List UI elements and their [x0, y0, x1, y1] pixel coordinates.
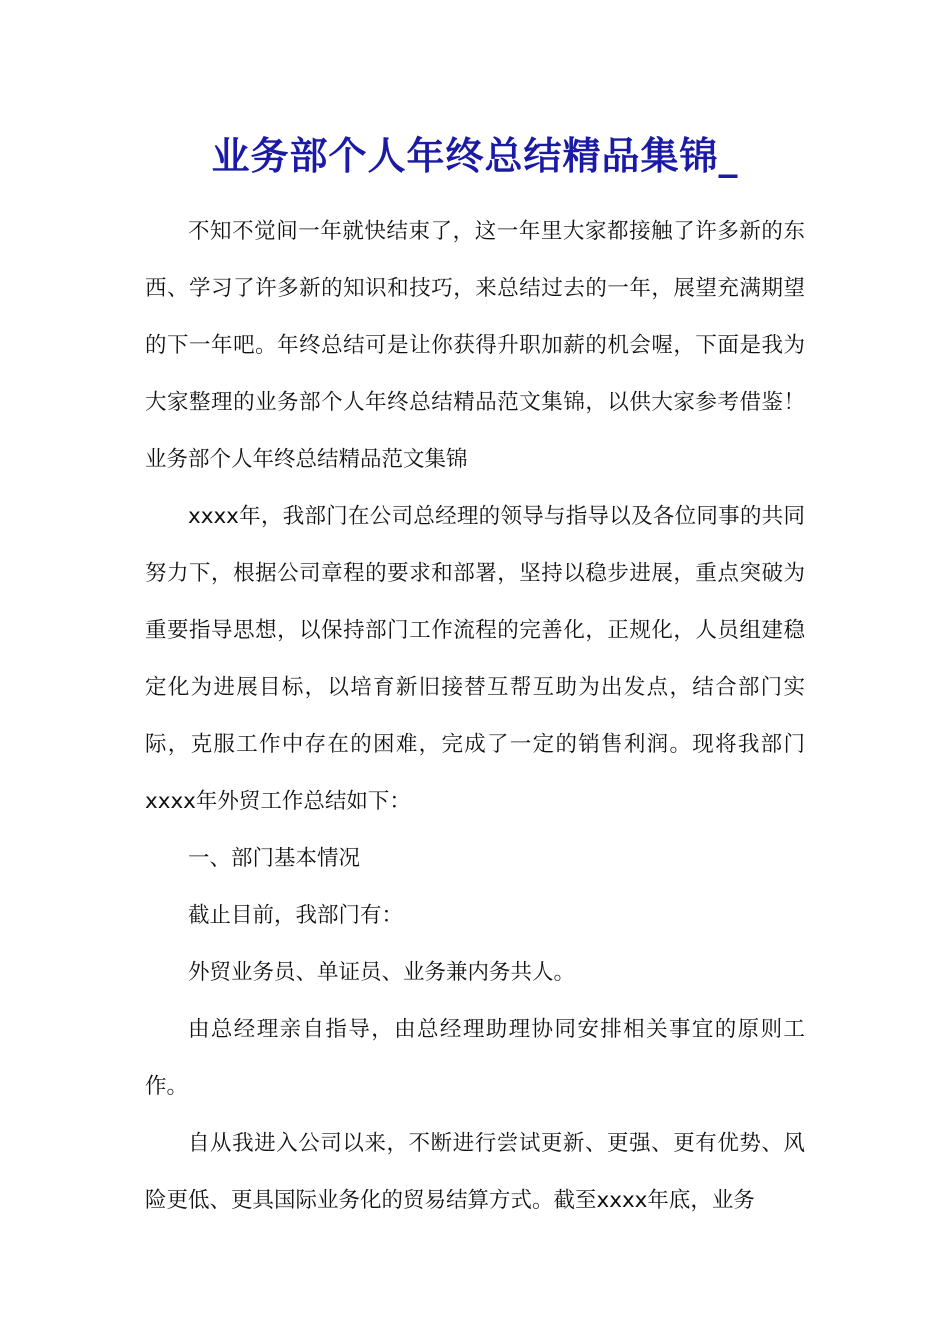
- paragraph: 外贸业务员、单证员、业务兼内务共人。: [188, 960, 576, 985]
- paragraph: 由总经理亲自指导，由总经理助理协同安排相关事宜的原则工作。: [145, 1017, 805, 1099]
- section-heading: 一、部门基本情况: [188, 846, 361, 871]
- paragraph: 不知不觉间一年就快结束了，这一年里大家都接触了许多新的东西、学习了许多新的知识和技巧，来总结过去的一年，展望充满期望的下一年吧。年终总结可是让你获得升职加薪的机会喔，下面是我为大家整理的业务部个人年终总结精品范文集锦，以供大家参考借鉴！业务部个人年终总结精品范文集锦: [145, 219, 805, 472]
- document-title: 业务部个人年终总结精品集锦_: [211, 133, 739, 178]
- document-body: [145, 203, 805, 1229]
- paragraph: 截止目前，我部门有：: [188, 903, 404, 928]
- paragraph: 自从我进入公司以来，不断进行尝试更新、更强、更有优势、风险更低、更具国际业务化的贸易结算方式。截至xxxx年底，业务: [145, 1131, 805, 1213]
- paragraph: xxxx年，我部门在公司总经理的领导与指导以及各位同事的共同努力下，根据公司章程的要求和部署，坚持以稳步进展，重点突破为重要指导思想，以保持部门工作流程的完善化，正规化，人员组建稳定化为进展目标，以培育新旧接替互帮互助为出发点，结合部门实际，克服工作中存在的困难，完成了一定的销售利润。现将我部门xxxx年外贸工作总结如下：: [145, 504, 805, 814]
